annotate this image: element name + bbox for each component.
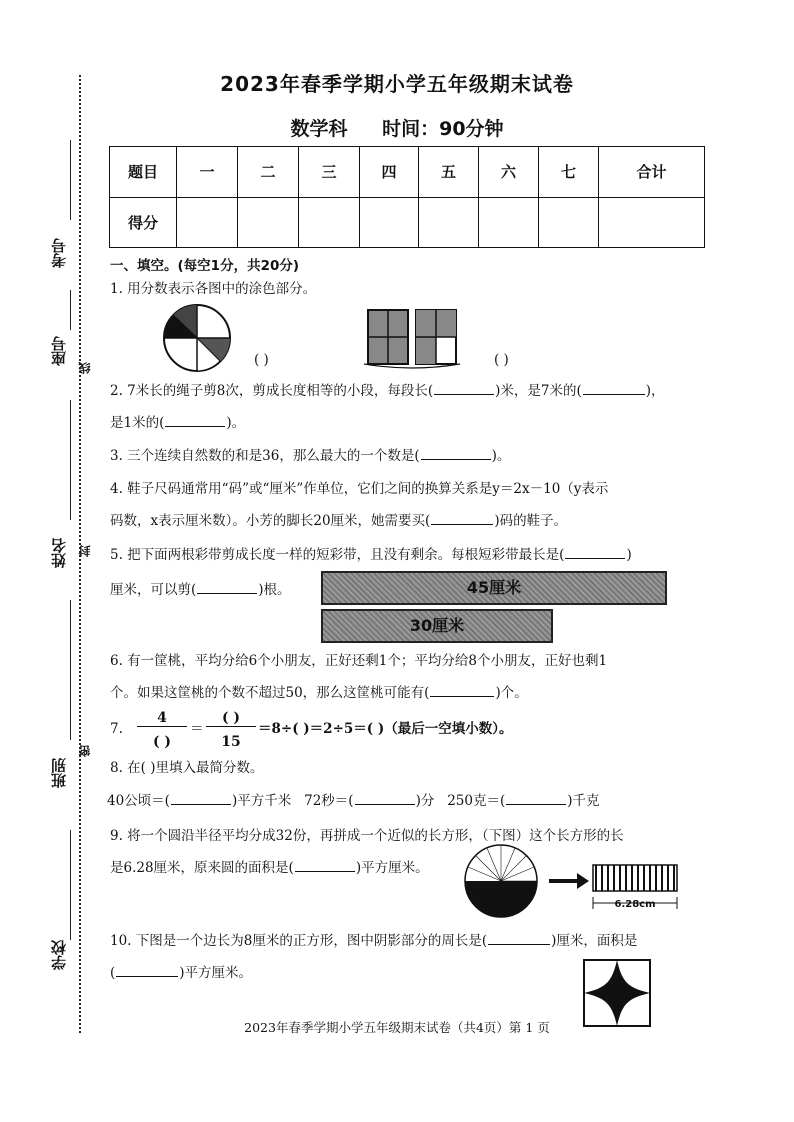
score-input[interactable]	[539, 197, 599, 248]
question-9-line-1: 9. 将一个圆沿半径平均分成32份，再拼成一个近似的长方形，（下图）这个长方形的长	[110, 828, 624, 844]
question-3	[110, 446, 510, 466]
score-cell: 二	[238, 147, 299, 198]
q9-text: )平方厘米。	[355, 860, 429, 876]
q10-text: 10. 下图是一个边长为8厘米的正方形，图中阴影部分的周长是(	[110, 933, 488, 949]
circle-to-rectangle-figure	[463, 843, 693, 923]
q5-blank-1[interactable]	[565, 558, 625, 559]
q2-blank-1[interactable]	[434, 394, 494, 395]
grid-figure	[364, 306, 464, 370]
q9-text: 是6.28厘米，原来圆的面积是(	[110, 860, 294, 876]
q9-blank[interactable]	[295, 871, 355, 872]
q6-text: )个。	[495, 685, 528, 701]
q5-text: )根。	[258, 582, 291, 598]
question-10-line-2	[110, 963, 252, 983]
q10-blank-1[interactable]	[488, 944, 550, 945]
question-5-line-1	[110, 545, 632, 565]
secret-mark: 密	[78, 745, 92, 757]
score-cell: 六	[479, 147, 539, 198]
score-cell: 题目	[110, 147, 177, 198]
q7-frac2-top[interactable]: ( )	[206, 710, 256, 727]
q3-text: 3. 三个连续自然数的和是36，那么最大的一个数是(	[110, 448, 420, 464]
score-input[interactable]	[299, 197, 360, 248]
q3-text: )。	[491, 448, 511, 464]
q2-text: )米，是7米的(	[495, 383, 582, 399]
score-cell: 合计	[599, 147, 705, 198]
q8-blank-2[interactable]	[355, 804, 415, 805]
q1-blank-b[interactable]: ( )	[494, 352, 509, 368]
exam-no-label: 考号	[50, 238, 68, 268]
question-2-line-2	[110, 413, 245, 433]
rectangle-length-label: 6.28cm	[614, 899, 656, 910]
question-4-line-2	[110, 511, 567, 531]
q5-text: )	[626, 547, 632, 563]
line-mark: 线	[78, 362, 92, 374]
q6-text: 个。如果这筐桃的个数不超过50，那么这筐桃可能有(	[110, 685, 430, 701]
page-subtitle	[0, 114, 794, 141]
q7-frac1-top: 4	[137, 710, 187, 727]
q1-blank-a[interactable]: ( )	[254, 352, 269, 368]
q3-blank[interactable]	[421, 459, 491, 460]
q8-blank-1[interactable]	[171, 804, 231, 805]
score-input[interactable]	[238, 197, 299, 248]
name-label: 姓名	[50, 538, 68, 568]
question-4-line-1: 4. 鞋子尺码通常用“码”或“厘米”作单位，它们之间的换算关系是y＝2x－10（y表示	[110, 481, 609, 497]
score-row-label: 得分	[110, 197, 177, 248]
score-cell: 五	[419, 147, 479, 198]
score-cell: 三	[299, 147, 360, 198]
name-line[interactable]	[70, 400, 71, 520]
exam-no-line[interactable]	[70, 140, 71, 220]
question-10-line-1	[110, 931, 637, 951]
q8-text: 250克＝(	[447, 793, 506, 809]
q5-text: 5. 把下面两根彩带剪成长度一样的短彩带，且没有剩余。每根短彩带最长是(	[110, 547, 565, 563]
question-6-line-2	[110, 683, 528, 703]
q6-blank[interactable]	[430, 696, 494, 697]
score-cell: 七	[539, 147, 599, 198]
q8-text: 40公顷＝(	[107, 793, 170, 809]
q5-text: 厘米，可以剪(	[110, 582, 197, 598]
q2-text: )。	[226, 415, 246, 431]
q8-text: 72秒＝(	[304, 793, 354, 809]
score-input[interactable]	[419, 197, 479, 248]
question-5-line-2	[110, 580, 291, 600]
score-input[interactable]	[599, 197, 705, 248]
q7-frac2-bottom: 15	[221, 734, 241, 750]
q8-text: )分	[415, 793, 435, 809]
q8-text: )平方千米	[231, 793, 292, 809]
q7-equals: ＝	[190, 721, 204, 737]
q2-blank-2[interactable]	[583, 394, 645, 395]
score-cell: 四	[360, 147, 419, 198]
q4-text: )码的鞋子。	[494, 513, 568, 529]
q10-text: (	[110, 965, 116, 981]
question-6-line-1: 6. 有一筐桃，平均分给6个小朋友，正好还剩1个；平均分给8个小朋友，正好也剩1	[110, 653, 608, 669]
circle-figure	[156, 303, 238, 373]
question-1: 1. 用分数表示各图中的涂色部分。	[110, 281, 317, 297]
q5-blank-2[interactable]	[197, 593, 257, 594]
score-table-score-row	[110, 197, 705, 248]
section-heading: 一、填空。(每空1分，共20分)	[110, 258, 300, 274]
score-table	[109, 146, 705, 248]
q4-blank[interactable]	[431, 524, 493, 525]
q7-number: 7.	[110, 721, 123, 737]
q10-blank-2[interactable]	[116, 976, 178, 977]
seat-no-line[interactable]	[70, 290, 71, 330]
q8-blank-3[interactable]	[506, 804, 566, 805]
question-9-line-2	[110, 858, 429, 878]
q10-text: )平方厘米。	[179, 965, 253, 981]
q8-text: )千克	[567, 793, 600, 809]
q2-blank-3[interactable]	[165, 426, 225, 427]
score-input[interactable]	[177, 197, 238, 248]
school-line[interactable]	[70, 830, 71, 940]
score-input[interactable]	[360, 197, 419, 248]
seal-mark: 封	[78, 545, 92, 557]
question-8-items	[107, 791, 600, 811]
score-input[interactable]	[479, 197, 539, 248]
q2-text: 2. 7米长的绳子剪8次，剪成长度相等的小段，每段长(	[110, 383, 434, 399]
q2-text: )，	[645, 383, 665, 399]
ribbon-30cm: 30厘米	[321, 609, 553, 643]
school-label: 学校	[50, 940, 68, 970]
page-footer: 2023年春季学期小学五年级期末试卷（共4页）第 1 页	[244, 1020, 550, 1035]
q10-text: )厘米，面积是	[551, 933, 638, 949]
time-label: 时间：90分钟	[382, 118, 504, 140]
q7-frac1-bottom[interactable]: ( )	[152, 734, 172, 750]
class-line[interactable]	[70, 600, 71, 740]
subject-label: 数学科	[290, 118, 348, 140]
question-8: 8. 在( )里填入最简分数。	[110, 760, 264, 776]
page-title: 2023年春季学期小学五年级期末试卷	[220, 72, 574, 96]
ribbon-45cm: 45厘米	[321, 571, 667, 605]
q4-text: 码数，x表示厘米数）。小芳的脚长20厘米，她需要买(	[110, 513, 431, 529]
seat-no-label: 座号	[50, 336, 68, 366]
score-table-header-row	[110, 147, 705, 198]
class-label: 班别	[50, 758, 68, 788]
q2-text: 是1米的(	[110, 415, 165, 431]
question-2-line-1	[110, 381, 665, 401]
score-cell: 一	[177, 147, 238, 198]
q7-rest: ＝8÷( )＝2÷5＝( )（最后一空填小数）。	[258, 721, 513, 737]
